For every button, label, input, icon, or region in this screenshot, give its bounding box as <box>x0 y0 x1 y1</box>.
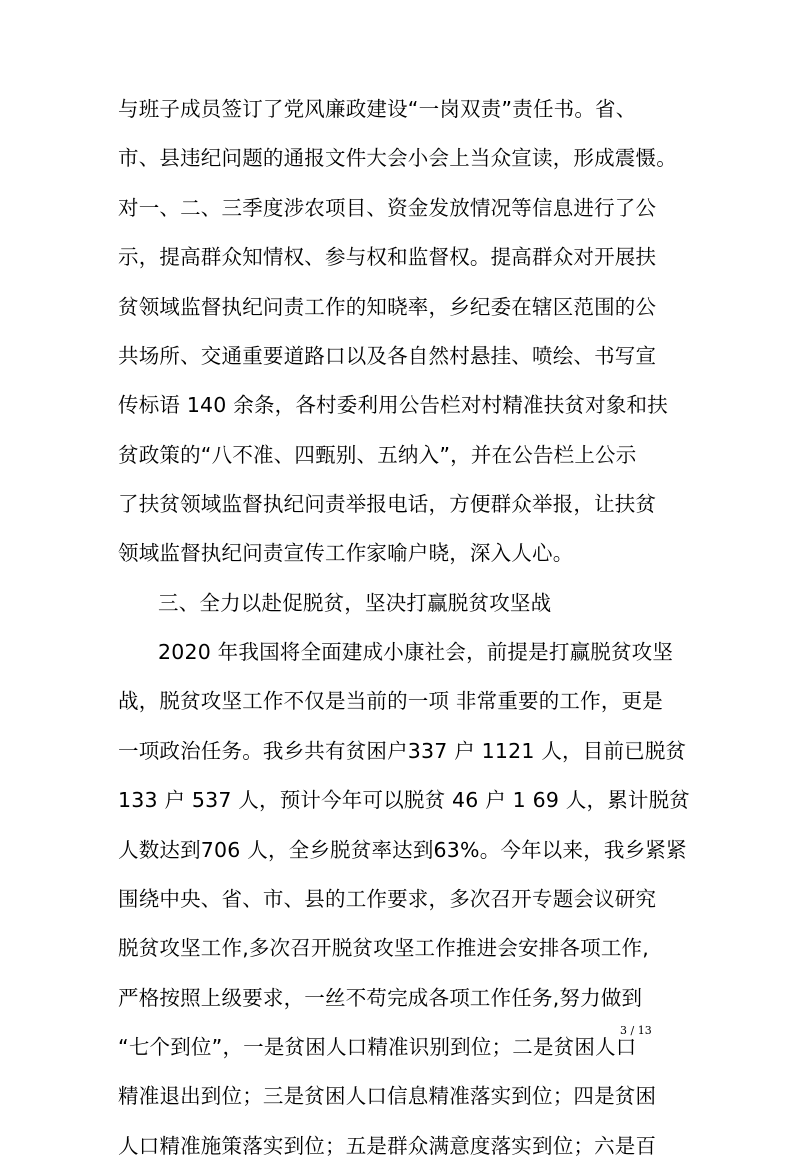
text-line: 围绕中央、省、市、县的工作要求，多次召开专题会议研究 <box>118 887 657 911</box>
text-line: 脱贫攻坚工作,多次召开脱贫攻坚工作推进会安排各项工作, <box>118 936 649 960</box>
section-heading: 三、全力以赴促脱贫，坚决打赢脱贫攻坚战 <box>158 591 552 615</box>
text-line: 对一、二、三季度涉农项目、资金发放情况等信息进行了公 <box>118 196 657 220</box>
text-line: “七个到位”，一是贫困人口精准识别到位；二是贫困人口 <box>118 1035 637 1059</box>
text-line: 133 户 537 人，预计今年可以脱贫 46 户 1 69 人，累计脱贫 <box>118 788 690 812</box>
text-line: 共场所、交通重要道路口以及各自然村悬挂、喷绘、书写宣 <box>118 344 657 368</box>
text-line: 示，提高群众知情权、参与权和监督权。提高群众对开展扶 <box>118 245 657 269</box>
text-line: 市、县违纪问题的通报文件大会小会上当众宣读，形成震慑。 <box>118 146 677 170</box>
text-line: 与班子成员签订了党风廉政建设“一岗双责”责任书。省、 <box>118 97 637 121</box>
text-line: 战，脱贫攻坚工作不仅是当前的一项 非常重要的工作，更是 <box>118 689 663 713</box>
text-line: 贫领域监督执纪问责工作的知晓率，乡纪委在辖区范围的公 <box>118 295 657 319</box>
text-line: 人口精准施策落实到位；五是群众满意度落实到位；六是百 <box>118 1134 657 1158</box>
text-line: 贫政策的“八不准、四甄别、五纳入”，并在公告栏上公示 <box>118 443 637 467</box>
text-line: 了扶贫领域监督执纪问责举报电话，方便群众举报，让扶贫 <box>118 492 657 516</box>
text-line: 领域监督执纪问责宣传工作家喻户晓，深入人心。 <box>118 541 574 565</box>
page-number: 3 / 13 <box>620 1024 652 1037</box>
text-line: 传标语 140 余条，各村委利用公告栏对村精准扶贫对象和扶 <box>118 393 668 417</box>
text-line: 人数达到706 人，全乡脱贫率达到63%。今年以来，我乡紧紧 <box>118 838 687 862</box>
text-line: 严格按照上级要求，一丝不苟完成各项工作任务,努力做到 <box>118 986 643 1010</box>
paragraph-first-line: 2020 年我国将全面建成小康社会，前提是打赢脱贫攻坚 <box>158 640 674 664</box>
text-line: 精准退出到位；三是贫困人口信息精准落实到位；四是贫困 <box>118 1084 657 1108</box>
text-line: 一项政治任务。我乡共有贫困户337 户 1121 人，目前已脱贫 <box>118 739 687 763</box>
